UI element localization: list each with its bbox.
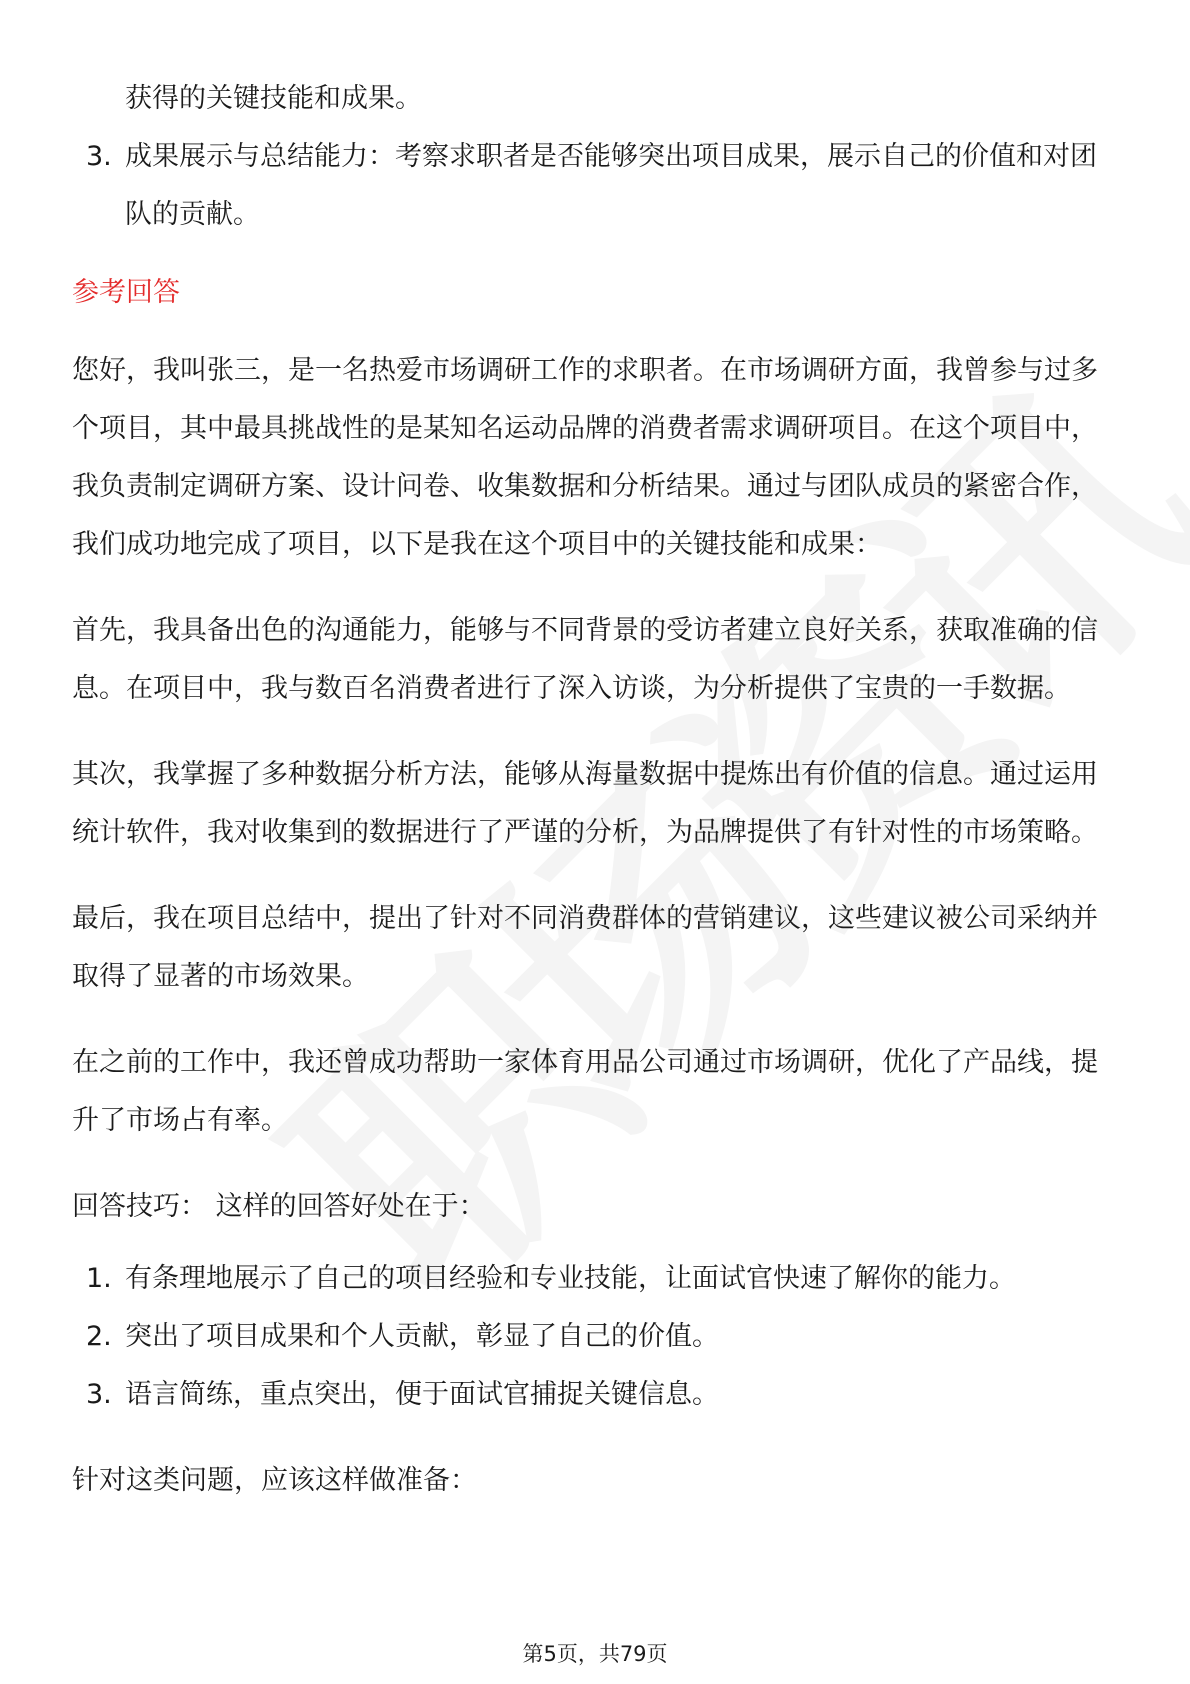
list-item-text: 语言简练，重点突出，便于面试官捕捉关键信息。 [125,1379,719,1410]
tips-intro: 回答技巧： 这样的回答好处在于： [72,1191,486,1222]
reference-answer-heading: 参考回答 [72,277,180,308]
list-number: 3. [86,1379,112,1410]
list-item [72,128,1122,244]
page-content [72,70,1122,1538]
preparation-intro: 针对这类问题，应该这样做准备： [72,1465,477,1496]
list-item-text: 有条理地展示了自己的项目经验和专业技能，让面试官快速了解你的能力。 [125,1263,1016,1294]
answer-paragraph: 在之前的工作中，我还曾成功帮助一家体育用品公司通过市场调研，优化了产品线，提升了市场占有率。 [72,1047,1098,1136]
answer-paragraph: 最后，我在项目总结中，提出了针对不同消费群体的营销建议，这些建议被公司采纳并取得了显著的市场效果。 [72,903,1098,992]
answer-paragraph: 其次，我掌握了多种数据分析方法，能够从海量数据中提炼出有价值的信息。通过运用统计软件，我对收集到的数据进行了严谨的分析，为品牌提供了有针对性的市场策略。 [72,759,1098,848]
list-item-text: 突出了项目成果和个人贡献，彰显了自己的价值。 [125,1321,719,1352]
criteria-list [72,128,1122,244]
answer-paragraph: 首先，我具备出色的沟通能力，能够与不同背景的受访者建立良好关系，获取准确的信息。在项目中，我与数百名消费者进行了深入访谈，为分析提供了宝贵的一手数据。 [72,615,1098,704]
tips-list [72,1250,1122,1424]
answer-paragraph: 您好，我叫张三，是一名热爱市场调研工作的求职者。在市场调研方面，我曾参与过多个项目，其中最具挑战性的是某知名运动品牌的消费者需求调研项目。在这个项目中，我负责制定调研方案、设计问卷、收集数据和分析结果。通过与团队成员的紧密合作，我们成功地完成了项目，以下是我在这个项目中的关键技能和成果： [72,355,1098,560]
list-item [72,1366,1122,1424]
list-number: 2. [86,1321,112,1352]
page-footer: 第5页，共79页 [522,1642,668,1666]
list-item [72,1250,1122,1308]
list-number: 1. [86,1263,112,1294]
list-item-text: 成果展示与总结能力：考察求职者是否能够突出项目成果，展示自己的价值和对团队的贡献。 [125,141,1097,230]
continuation-line: 获得的关键技能和成果。 [125,83,422,114]
list-item [72,1308,1122,1366]
list-number: 3. [86,141,112,172]
